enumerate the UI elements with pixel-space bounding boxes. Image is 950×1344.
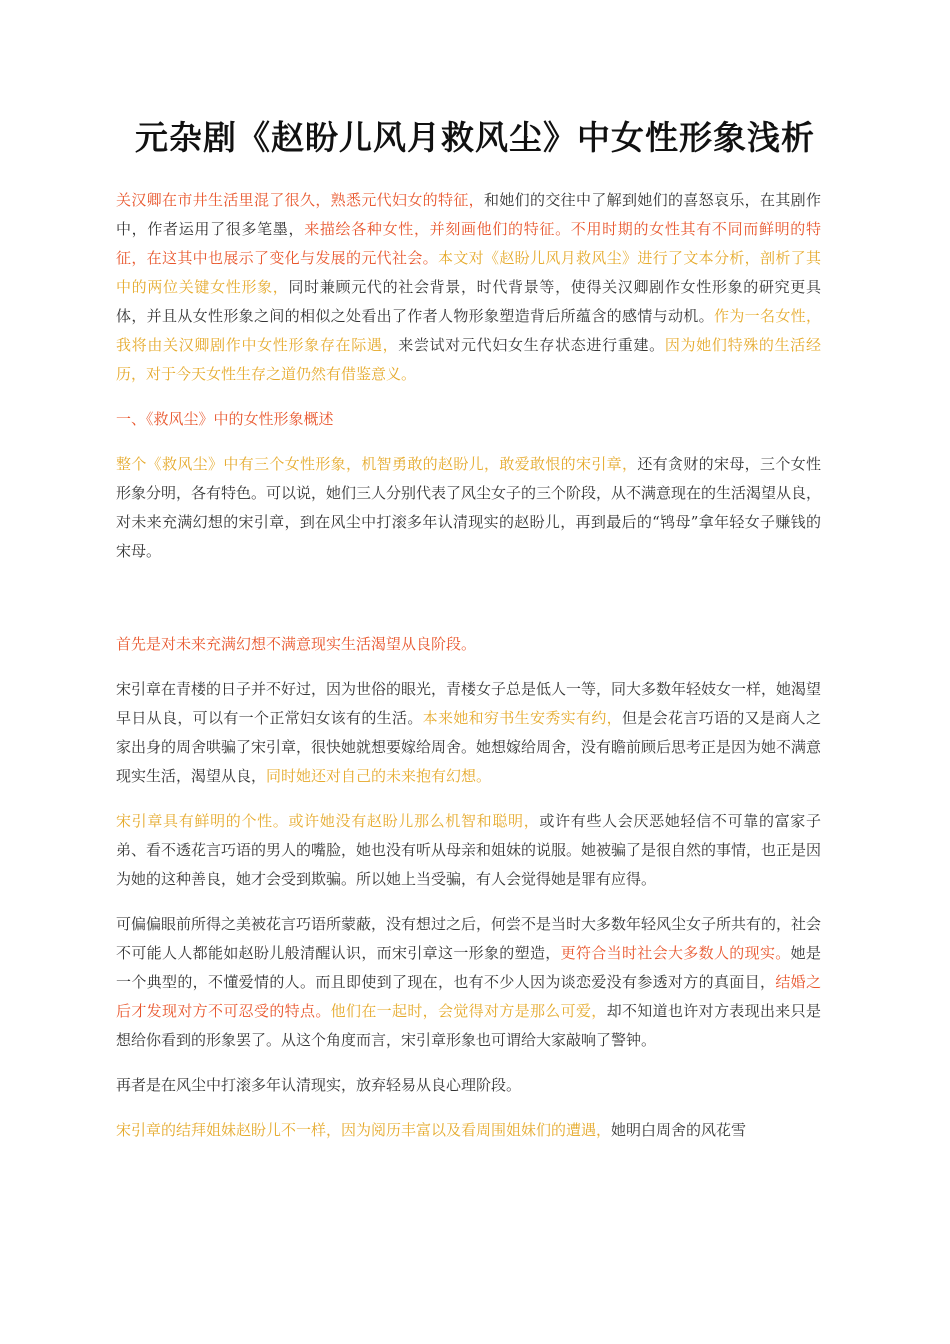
text-run: 同时她还对自己的未来抱有幻想。 bbox=[266, 767, 492, 785]
text-run: 和她们的交往中了解到她们的喜怒哀乐，在其剧作中，作者运用了很多笔墨， bbox=[116, 191, 821, 238]
text-run: 他们在一起时，会觉得对方是那么可爱， bbox=[330, 1002, 607, 1020]
text-run: 来描绘各种女性，并刻画他们的特征。不用时期的女性其有不同而鲜明的特征，在这其中也展示了变化与发展的元代社会。 bbox=[116, 220, 821, 267]
text-run: 本文对《赵盼儿风月救风尘》进行了文本分析，剖析了其中的两位关键女性形象， bbox=[116, 249, 821, 296]
text-run: 因为她们特殊的生活经历，对于今天女性生存之道仍然有借鉴意义。 bbox=[116, 336, 821, 383]
body-paragraph bbox=[116, 807, 821, 894]
text-run: 宋引章的结拜姐妹赵盼儿不一样，因为阅历丰富以及看周围姐妹们的遭遇， bbox=[116, 1121, 612, 1139]
text-run: 却不知道也许对方表现出来只是想给你看到的形象罢了。从这个角度而言，宋引章形象也可谓给大家敲响了警钟。 bbox=[116, 1002, 821, 1049]
document-title: 元杂剧《赵盼儿风月救风尘》中女性形象浅析 bbox=[135, 118, 815, 157]
paragraph-spacer bbox=[116, 582, 821, 630]
document-body bbox=[116, 186, 821, 1161]
text-run: 同时兼顾元代的社会背景，时代背景等，使得关汉卿剧作女性形象的研究更具体，并且从女性形象之间的相似之处看出了作者人物形象塑造背后所蕴含的感情与动机。 bbox=[116, 278, 821, 325]
body-paragraph bbox=[116, 450, 821, 566]
body-paragraph bbox=[116, 630, 821, 659]
body-paragraph bbox=[116, 1116, 821, 1145]
text-run: 作为一名女性，我将由关汉卿剧作中女性形象存在际遇， bbox=[116, 307, 821, 354]
text-run: 一、《救风尘》中的女性形象概述 bbox=[116, 410, 334, 428]
text-run: 但是会花言巧语的又是商人之家出身的周舍哄骗了宋引章，很快她就想要嫁给周舍。她想嫁给周舍，没有瞻前顾后思考正是因为她不满意现实生活，渴望从良， bbox=[116, 709, 822, 785]
text-run: 更符合当时社会大多数人的现实。 bbox=[560, 944, 791, 962]
body-paragraph bbox=[116, 186, 821, 389]
text-run: 她是一个典型的，不懂爱情的人。而且即使到了现在，也有不少人因为谈恋爱没有参透对方的真面目， bbox=[116, 944, 821, 991]
text-run: 本来她和穷书生安秀实有约， bbox=[422, 709, 622, 727]
body-paragraph bbox=[116, 1071, 821, 1100]
text-run: 还有贪财的宋母，三个女性形象分明，各有特色。可以说，她们三人分别代表了风尘女子的三个阶段，从不满意现在的生活渴望从良，对未来充满幻想的宋引章，到在风尘中打滚多年认清现实的赵盼儿，再到最后的“鸨母”拿年轻女子赚钱的宋母。 bbox=[116, 455, 822, 560]
text-run: 或许有些人会厌恶她轻信不可靠的富家子弟、看不透花言巧语的男人的嘴脸，她也没有听从母亲和姐妹的说服。她被骗了是很自然的事情，也正是因为她的这种善良，她才会受到欺骗。所以她上当受骗，有人会觉得她是罪有应得。 bbox=[116, 812, 822, 888]
text-run: 关汉卿在市井生活里混了很久，熟悉元代妇女的特征， bbox=[116, 191, 484, 209]
text-run: 结婚之后才发现对方不可忍受的特点。 bbox=[116, 973, 821, 1020]
text-run: 宋引章在青楼的日子并不好过，因为世俗的眼光，青楼女子总是低人一等，同大多数年轻妓女一样，她渴望早日从良，可以有一个正常妇女该有的生活。 bbox=[116, 680, 822, 727]
text-run: 再者是在风尘中打滚多年认清现实，放弃轻易从良心理阶段。 bbox=[116, 1076, 522, 1094]
body-paragraph bbox=[116, 910, 821, 1055]
text-run: 可偏偏眼前所得之美被花言巧语所蒙蔽，没有想过之后，何尝不是当时大多数年轻风尘女子所共有的，社会不可能人人都能如赵盼儿般清醒认识，而宋引章这一形象的塑造， bbox=[116, 915, 822, 962]
text-run: 来尝试对元代妇女生存状态进行重建。 bbox=[398, 336, 665, 354]
body-paragraph bbox=[116, 675, 821, 791]
text-run: 首先是对未来充满幻想不满意现实生活渴望从良阶段。 bbox=[116, 635, 477, 653]
section-heading bbox=[116, 405, 821, 434]
text-run: 宋引章具有鲜明的个性。或许她没有赵盼儿那么机智和聪明， bbox=[116, 812, 540, 830]
text-run: 整个《救风尘》中有三个女性形象，机智勇敢的赵盼儿，敢爱敢恨的宋引章， bbox=[116, 455, 638, 473]
text-run: 她明白周舍的风花雪 bbox=[611, 1121, 747, 1139]
